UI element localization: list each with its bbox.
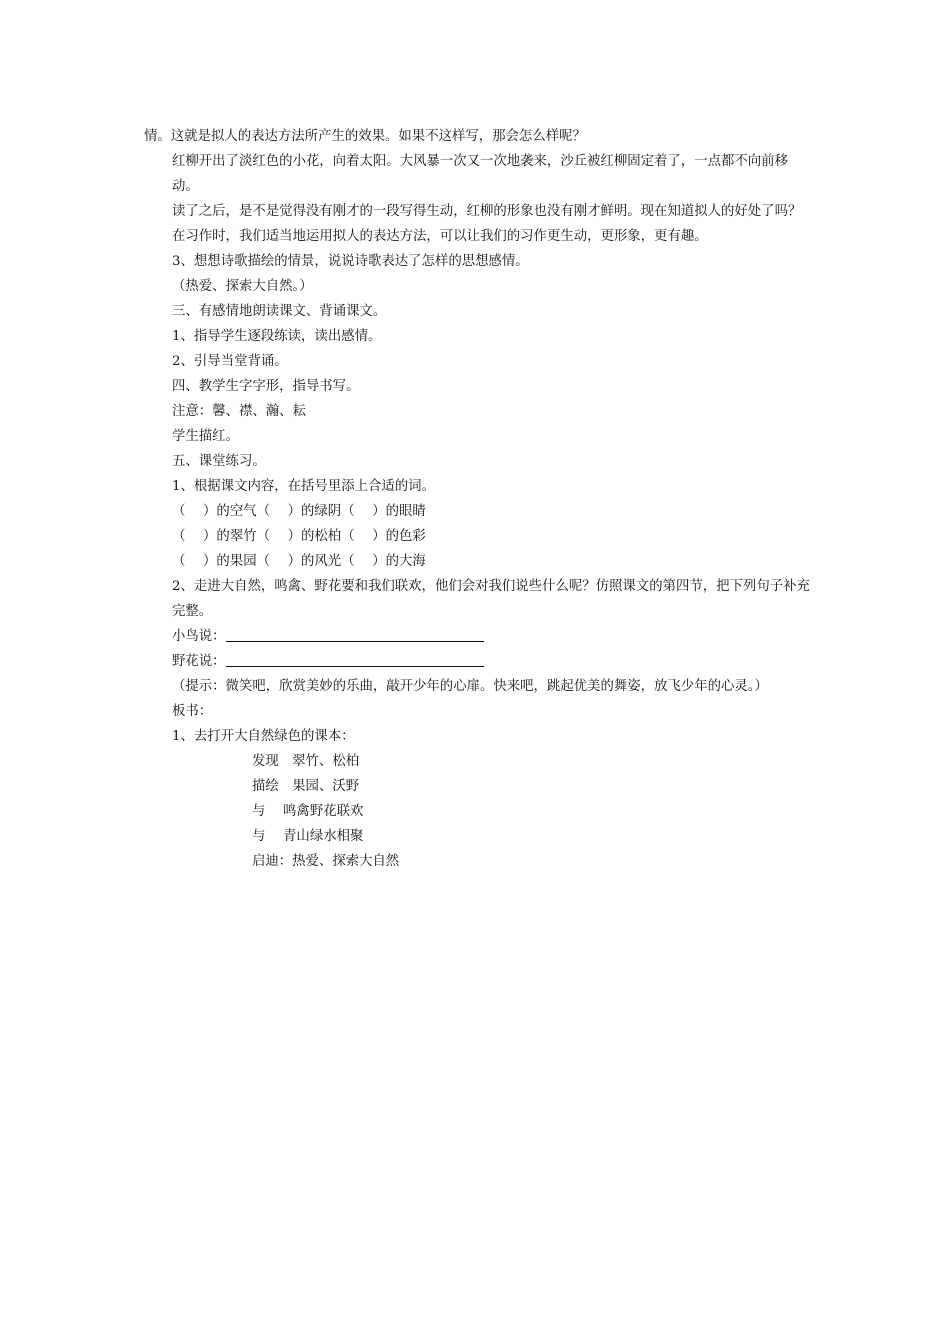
fill-in-row: （ ）的空气（ ）的绿阴（ ）的眼睛 xyxy=(172,504,426,519)
bird-says-label: 小鸟说： xyxy=(172,629,226,644)
after-paragraphs xyxy=(144,674,812,749)
bird-says-line xyxy=(144,624,812,649)
text-line: 2、走进大自然，鸣禽、野花要和我们联欢，他们会对我们说些什么呢？仿照课文的第四节，把下列句子补充完整。 xyxy=(172,579,810,619)
text-line: 在习作时，我们适当地运用拟人的表达方法，可以让我们的习作更生动，更形象，更有趣。 xyxy=(172,229,708,244)
board-content xyxy=(144,749,812,874)
main-paragraphs xyxy=(144,124,812,624)
section-heading: 四、教学生字字形，指导书写。 xyxy=(172,379,360,394)
flower-says-line xyxy=(144,649,812,674)
text-line: 学生描红。 xyxy=(172,429,239,444)
section-heading: 三、有感情地朗读课文、背诵课文。 xyxy=(172,304,387,319)
board-line: 启迪：热爱、探索大自然 xyxy=(252,854,400,869)
hint-line: （提示：微笑吧，欣赏美妙的乐曲，敲开少年的心扉。快来吧，跳起优美的舞姿，放飞少年的心灵。） xyxy=(172,679,768,694)
board-line: 描绘 果园、沃野 xyxy=(252,779,360,794)
text-line: 注意：馨、襟、瀚、耘 xyxy=(172,404,306,419)
answer-blank[interactable] xyxy=(226,652,484,667)
text-line: （热爱、探索大自然。） xyxy=(172,279,313,294)
fill-in-row: （ ）的翠竹（ ）的松柏（ ）的色彩 xyxy=(172,529,426,544)
board-title: 1、去打开大自然绿色的课本： xyxy=(172,729,355,744)
answer-blank[interactable] xyxy=(226,627,484,642)
board-line: 发现 翠竹、松柏 xyxy=(252,754,360,769)
board-line: 与 青山绿水相聚 xyxy=(252,829,364,844)
flower-says-label: 野花说： xyxy=(172,654,226,669)
text-line: 1、指导学生逐段练读，读出感情。 xyxy=(172,329,382,344)
fill-blank-lines xyxy=(144,624,812,674)
board-line: 与 鸣禽野花联欢 xyxy=(252,804,364,819)
text-line: 红柳开出了淡红色的小花，向着太阳。大风暴一次又一次地袭来，沙丘被红柳固定着了，一点都不向前移动。 xyxy=(172,154,788,194)
text-line: 2、引导当堂背诵。 xyxy=(172,354,288,369)
document-page xyxy=(144,124,812,874)
board-heading: 板书： xyxy=(172,704,213,719)
text-line: 情。这就是拟人的表达方法所产生的效果。如果不这样写，那会怎么样呢？ xyxy=(144,129,586,144)
text-line: 1、根据课文内容，在括号里添上合适的词。 xyxy=(172,479,435,494)
section-heading: 五、课堂练习。 xyxy=(172,454,266,469)
text-line: 读了之后，是不是觉得没有刚才的一段写得生动，红柳的形象也没有刚才鲜明。现在知道拟人的好处了吗？ xyxy=(172,204,802,219)
text-line: 3、想想诗歌描绘的情景，说说诗歌表达了怎样的思想感情。 xyxy=(172,254,529,269)
fill-in-row: （ ）的果园（ ）的风光（ ）的大海 xyxy=(172,554,426,569)
